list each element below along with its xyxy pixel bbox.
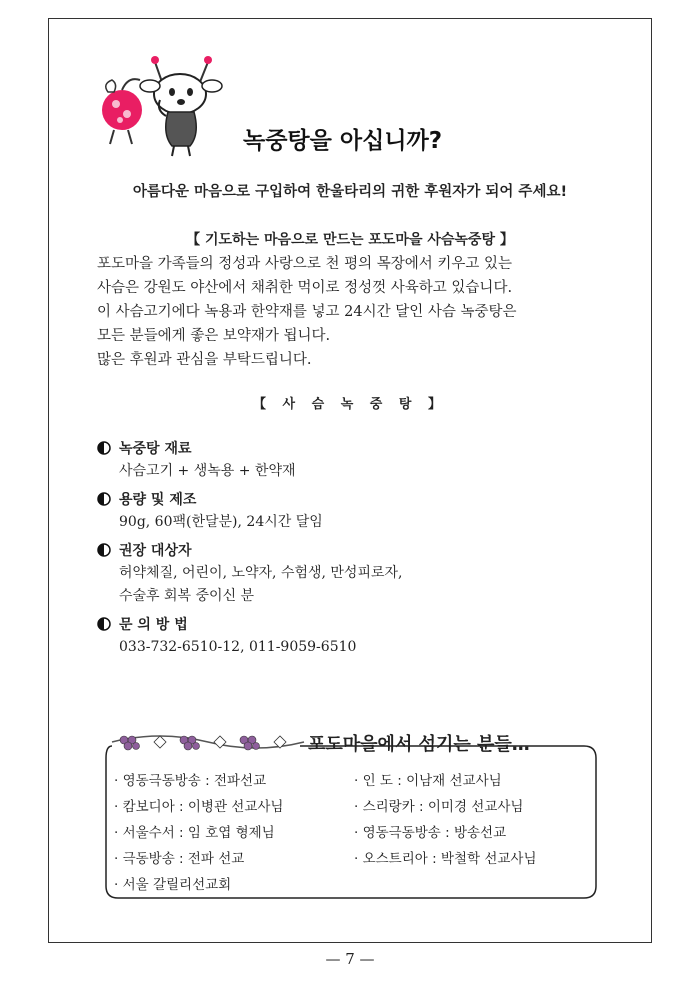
staff-list: [114, 766, 594, 896]
intro-line: 많은 후원과 관심을 부탁드립니다.: [97, 352, 312, 368]
spec-label: 녹중탕 재료: [119, 441, 192, 457]
staff-entry: · 영동극동방송 : 전파선교: [114, 773, 267, 789]
spec-contact: [97, 612, 577, 659]
spec-value: 허약체질, 어린이, 노약자, 수험생, 만성피로자,: [119, 565, 403, 581]
spec-value: 수술후 회복 중이신 분: [119, 588, 255, 604]
staff-entry: · 오스트리아 : 박철학 선교사님: [354, 851, 537, 867]
spec-value: 사슴고기 + 생녹용 + 한약재: [119, 463, 296, 479]
section-heading: 【 기도하는 마음으로 만드는 포도마을 사슴녹중탕 】: [186, 232, 514, 248]
spec-recommended: [97, 538, 577, 608]
spec-value: 90g, 60팩(한달분), 24시간 달임: [119, 514, 323, 530]
page-title: 녹중탕을 아십니까?: [243, 128, 443, 154]
staff-row: [114, 766, 594, 792]
subtitle: 아름다운 마음으로 구입하여 한울타리의 귀한 후원자가 되어 주세요!: [132, 184, 568, 200]
intro-line: 모든 분들에게 좋은 보약재가 됩니다.: [97, 328, 331, 344]
staff-entry: · 서울 갈릴리선교회: [114, 877, 232, 893]
staff-entry: · 인 도 : 이남재 선교사님: [354, 773, 502, 789]
half-circle-bullet-icon: [97, 617, 111, 631]
staff-row: [114, 818, 594, 844]
half-circle-bullet-icon: [97, 543, 111, 557]
half-circle-bullet-icon: [97, 441, 111, 455]
intro-paragraph: [97, 252, 611, 372]
intro-line: 포도마을 가족들의 정성과 사랑으로 천 평의 목장에서 키우고 있는: [97, 256, 513, 272]
product-heading: 【 사 슴 녹 중 탕 】: [253, 397, 447, 412]
deer-mascot-illustration: [100, 52, 240, 162]
staff-entry: · 서울수서 : 임 호엽 형제님: [114, 825, 275, 841]
staff-title: 포도마을에서 섬기는 분들…: [308, 734, 530, 755]
spec-label: 용량 및 제조: [119, 492, 197, 508]
spec-ingredients: [97, 436, 577, 483]
intro-line: 사슴은 강원도 야산에서 채취한 먹이로 정성껏 사육하고 있습니다.: [97, 280, 513, 296]
spec-list: [97, 436, 577, 663]
grape-vine-icon: [110, 728, 306, 756]
staff-row: [114, 792, 594, 818]
staff-entry: · 극동방송 : 전파 선교: [114, 851, 245, 867]
page-number: — 7 —: [325, 950, 375, 968]
spec-label: 권장 대상자: [119, 543, 192, 559]
phone-numbers: 033-732-6510-12, 011-9059-6510: [119, 639, 357, 655]
staff-entry: · 스리랑카 : 이미경 선교사님: [354, 799, 524, 815]
staff-row: [114, 870, 594, 896]
intro-line: 이 사슴고기에다 녹용과 한약재를 넣고 24시간 달인 사슴 녹중탕은: [97, 304, 517, 320]
staff-entry: · 캄보디아 : 이병관 선교사님: [114, 799, 284, 815]
spec-label: 문 의 방 법: [119, 617, 188, 633]
staff-entry: · 영동극동방송 : 방송선교: [354, 825, 507, 841]
half-circle-bullet-icon: [97, 492, 111, 506]
staff-row: [114, 844, 594, 870]
spec-capacity: [97, 487, 577, 534]
